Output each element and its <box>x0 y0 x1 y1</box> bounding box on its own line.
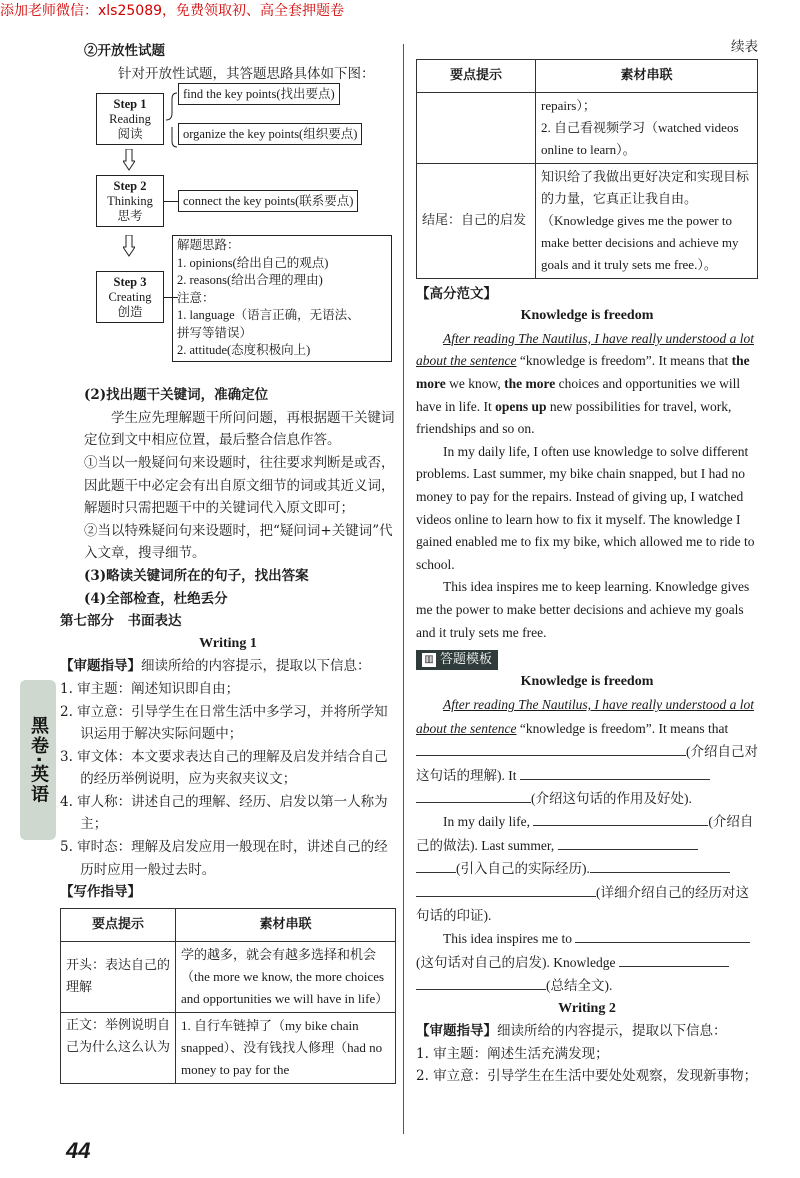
guide-label: 【审题指导】 <box>416 1023 497 1040</box>
book-icon: ▥ <box>422 653 436 667</box>
step2-box <box>96 175 164 227</box>
template-label-text: 答题模板 <box>440 652 493 668</box>
step3-detail-line: 注意： <box>177 290 215 305</box>
guide-item: 2. 审立意：引导学生在生活中要处处观察，发现新事物； <box>416 1068 758 1085</box>
open-question-intro: 针对开放性试题，其答题思路具体如下图： <box>118 65 375 82</box>
step1-box <box>96 93 164 145</box>
blank-line <box>533 811 708 826</box>
step3-cn: 创造 <box>117 305 143 320</box>
table-cell: 结尾：自己的启发 <box>417 163 536 278</box>
guide-item: 1. 审主题：阐述生活充满发现； <box>416 1045 609 1062</box>
table-header: 素材串联 <box>176 908 396 941</box>
step3-detail-line: 1. opinions(给出自己的观点) <box>177 255 329 270</box>
template-text: This idea inspires me to <box>443 931 576 947</box>
guide-item: 4. 审人称：讲述自己的理解、经历、启发以第一人称为主； <box>60 793 388 833</box>
side-tab: 黑卷·英语 <box>20 680 56 840</box>
guide-item: 3. 审文体：本文要求表达自己的理解及启发并结合自己的经历举例说明，应为夹叙夹议文； <box>60 748 388 788</box>
section-2-note-1: ①当以一般疑问句来设题时，往往要求判断是或否，因此题干中必定会有出自原文细节的词或其近义词，解题时只需把题干中的关键词代入原文即可； <box>84 454 395 517</box>
model-paragraph-1 <box>416 328 758 441</box>
template-label <box>416 648 758 671</box>
table-row <box>61 941 396 1012</box>
continued-label: 续表 <box>731 39 758 55</box>
table-cell: 1. 自行车链掉了（my bike chain snapped）、没有钱找人修理（had no money to pay for the <box>176 1012 396 1083</box>
column-divider <box>403 44 404 1134</box>
blank-line <box>416 975 546 990</box>
step3-detail-line: 2. reasons(给出合理的理由) <box>177 273 323 288</box>
table-cell: 学的越多，就会有越多选择和机会（the more we know, the more choices and opportunities we will have in life） <box>176 941 396 1012</box>
page-number: 44 <box>66 1138 91 1163</box>
template-text: (介绍自己的做法). Last summer, <box>416 814 754 853</box>
model-text: choices and opportunities we will have in life. It <box>416 375 741 414</box>
guide-list <box>416 1043 758 1088</box>
template-text: In my daily life, <box>443 814 534 830</box>
writing2-heading: Writing 2 <box>558 1000 616 1016</box>
step3-label: Step 3 <box>113 275 147 290</box>
blank-line <box>590 858 730 873</box>
section-4-title: (4)全部检查，杜绝丢分 <box>84 590 228 607</box>
cell-line: repairs）； <box>541 97 596 113</box>
template-text: “knowledge is freedom”. It means that <box>516 720 729 736</box>
materials-table-continued <box>416 59 758 279</box>
template-text: (详细介绍自己的经历对这句话的印证). <box>416 884 749 923</box>
right-column <box>416 40 758 1088</box>
guide-label: 【审题指导】 <box>60 658 141 675</box>
open-question-title: ②开放性试题 <box>84 43 165 59</box>
model-label: 【高分范文】 <box>416 285 497 302</box>
down-arrow-icon <box>123 149 135 171</box>
template-text: (这句话对自己的启发). Knowledge <box>416 954 619 970</box>
template-text: (介绍这句话的作用及好处). <box>531 790 692 806</box>
section-2-text: 学生应先理解题干所问问题，再根据题干关键词定位到文中相应位置，最后整合信息作答。 <box>84 409 395 449</box>
step3-detail-line: 1. language（语言正确，无语法、 <box>177 308 360 323</box>
step2-cn: 思考 <box>117 209 143 224</box>
table-header: 素材串联 <box>536 59 758 92</box>
guide-item: 2. 审立意：引导学生在日常生活中多学习，并将所学知识运用于解决实际问题中； <box>60 703 388 743</box>
flow-chart <box>60 89 396 384</box>
down-arrow-icon <box>123 235 135 257</box>
model-text: we know, <box>445 375 505 391</box>
step3-detail-line: 拼写等错误） <box>177 325 253 340</box>
guide-list <box>60 678 396 881</box>
step1-brace <box>164 91 178 149</box>
blank-line <box>416 858 456 873</box>
part7-heading: 第七部分 书面表达 <box>60 613 182 630</box>
template-body <box>416 693 758 997</box>
table-row <box>61 1012 396 1083</box>
step1-en: Reading <box>109 112 151 127</box>
template-text: (总结全文). <box>546 978 613 994</box>
model-bold: opens up <box>495 398 547 414</box>
step2-label: Step 2 <box>113 179 147 194</box>
section-2-note-2: ②当以特殊疑问句来设题时，把“疑问词+关键词”代入文章，搜寻细节。 <box>84 522 393 562</box>
blank-line <box>575 928 750 943</box>
blank-line <box>416 788 531 803</box>
step3-detail-line: 解题思路： <box>177 238 240 253</box>
blank-line <box>619 952 729 967</box>
step3-detail-line: 2. attitude(态度积极向上) <box>177 343 311 358</box>
table-row <box>417 92 758 163</box>
table-cell: 正文：举例说明自己为什么这么认为 <box>61 1012 176 1083</box>
model-bold: the more <box>416 353 750 391</box>
blank-line <box>558 835 698 850</box>
writing-guide-label: 【写作指导】 <box>60 884 141 901</box>
model-bold: the more <box>504 375 556 391</box>
template-text: (引入自己的实际经历). <box>456 861 590 877</box>
model-text: “knowledge is freedom”. It means that <box>516 353 732 369</box>
template-text: (介绍自己对这句话的理解). It <box>416 744 758 783</box>
blank-line <box>520 765 710 780</box>
template-title: Knowledge is freedom <box>520 673 654 689</box>
table-header: 要点提示 <box>417 59 536 92</box>
section-2-title: (2)找出题干关键词，准确定位 <box>84 387 269 404</box>
table-cell <box>417 92 536 163</box>
table-cell <box>536 92 758 163</box>
step2-connector <box>164 201 178 202</box>
blank-line <box>416 741 686 756</box>
guide-item: 1. 审主题：阐述知识即自由； <box>60 680 240 697</box>
step2-connect-box: connect the key points(联系要点) <box>178 190 358 212</box>
guide-text: 细读所给的内容提示，提取以下信息： <box>497 1023 727 1040</box>
table-cell: 知识给了我做出更好决定和实现目标的力量，它真正让我自由。（Knowledge gives me the power to make better decisions and achieve my goals and it truly sets me free.）。 <box>536 163 758 278</box>
step1-organize-box: organize the key points(组织要点) <box>178 123 362 145</box>
blank-line <box>416 882 596 897</box>
model-paragraph-2: In my daily life, I often use knowledge to solve different problems. Last summer, my bike chain snapped, but I had no money to pay for the repairs. Instead of giving up, I watched videos online to learn how to fix it myself. The knowledge I gained enabled me to fix my bike, which allowed me to ride to school. <box>416 443 755 572</box>
model-italic: After reading The Nautilus, I have really understood a lot about the sentence <box>416 330 754 369</box>
table-row <box>417 163 758 278</box>
left-column <box>60 40 396 1084</box>
cell-line: 2. 自己看视频学习（watched videos online to learn）。 <box>541 119 739 157</box>
step3-box <box>96 271 164 323</box>
step1-find-box: find the key points(找出要点) <box>178 83 340 105</box>
model-paragraph-3: This idea inspires me to keep learning. Knowledge gives me the power to make better decisions and achieve my goals and it truly sets me free. <box>416 579 750 640</box>
step3-details-box <box>172 235 392 362</box>
materials-table <box>60 908 396 1084</box>
step1-cn: 阅读 <box>117 127 143 142</box>
step2-en: Thinking <box>107 194 153 209</box>
section-3-title: (3)略读关键词所在的句子，找出答案 <box>84 567 309 584</box>
writing1-heading: Writing 1 <box>199 635 257 651</box>
guide-item: 5. 审时态：理解及启发应用一般现在时，讲述自己的经历时应用一般过去时。 <box>60 839 388 878</box>
table-cell: 开头：表达自己的理解 <box>61 941 176 1012</box>
template-italic: After reading The Nautilus, I have really understood a lot about the sentence <box>416 697 754 736</box>
watermark-header: 添加老师微信：xls25089，免费领取初、高全套押题卷 <box>0 3 345 19</box>
model-title: Knowledge is freedom <box>520 308 654 324</box>
step3-en: Creating <box>108 290 152 305</box>
model-text: new possibilities for travel, work, friendships and so on. <box>416 398 732 437</box>
step1-label: Step 1 <box>113 97 147 112</box>
guide-text: 细读所给的内容提示，提取以下信息： <box>141 658 371 675</box>
table-header: 要点提示 <box>61 908 176 941</box>
